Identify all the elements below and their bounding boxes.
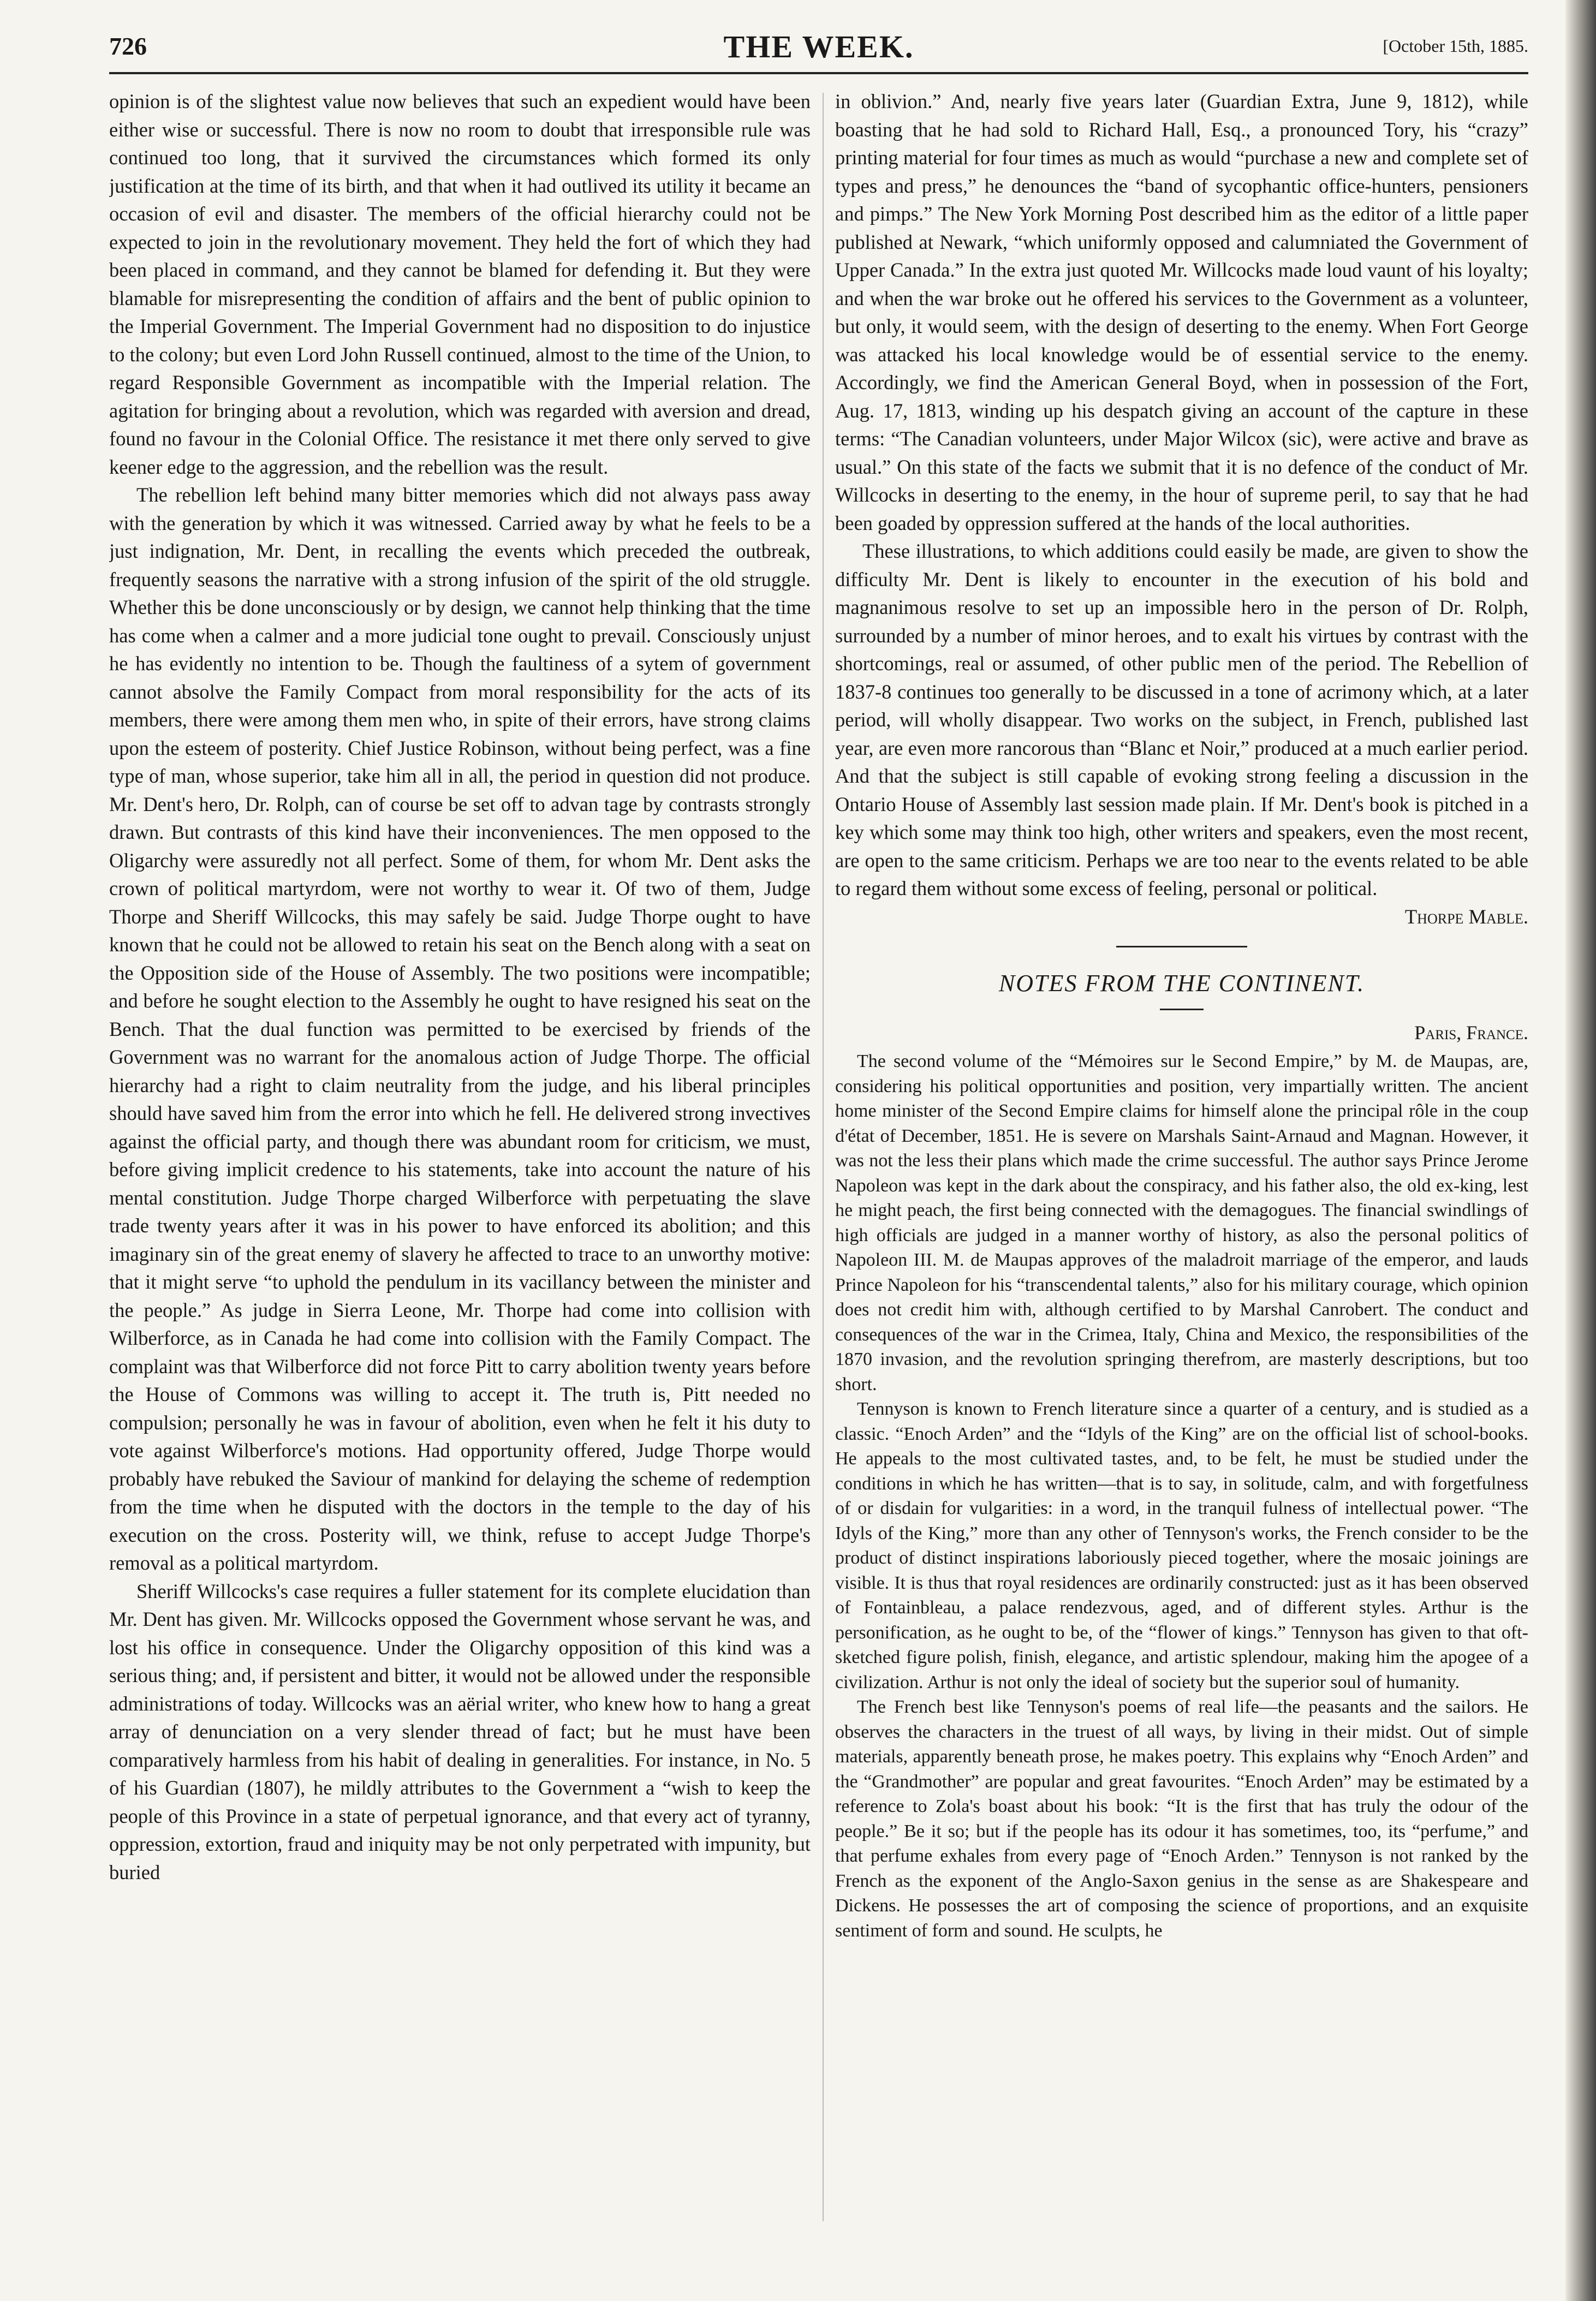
header-rule — [109, 72, 1528, 74]
paragraph: The second volume of the “Mémoires sur le Second Empire,” by M. de Maupas, are, considering his political opportunities and position, very impartially written. The ancient home minister of the Second Empire claims for himself alone the principal rôle in the coup d'état of December, 1851. He is severe on Marshals Saint-Arnaud and Magnan. However, it was not the less their plans which made the crime successful. The author says Prince Jerome Napoleon was kept in the dark about the conspiracy, and his father also, the old ex-king, lest he might peach, the first being connected with the demagogues. The financial swindlings of high officials are judged in a manner worthy of history, as also the personal politics of Napoleon III. M. de Maupas approves of the maladroit marriage of the emperor, and lauds Prince Napoleon for his “transcendental talents,” also for his military courage, which opinion does not credit him with, although certified to by Marshal Canrobert. The conduct and consequences of the war in the Crimea, Italy, China and Mexico, the responsibilities of the 1870 invasion, and the revolution springing therefrom, are masterly descriptions, but too short. — [835, 1051, 1528, 1394]
author-signature: Thorpe Mable. — [1404, 905, 1528, 928]
paragraph: These illustrations, to which additions could easily be made, are given to show the difficulty Mr. Dent is likely to encounter in the execution of his bold and magnanimous resolve to set up an impossible hero in the person of Dr. Rolph, surrounded by a number of minor heroes, and to exalt his virtues by contrast with the shortcomings, real or assumed, of other public men of the period. The Rebellion of 1837-8 continues too generally to be discussed in a tone of acrimony which, at a later period, will wholly disappear. Two works on the subject, in French, published last year, are even more rancorous than “Blanc et Noir,” produced at a much earlier period. And that the subject is still capable of evoking strong feeling a discussion in the Ontario House of Assembly last session made plain. If Mr. Dent's book is pitched in a key which some may think too high, other writers and speakers, even the most recent, are open to the same criticism. Perhaps we are too near to the events related to be able to regard them without some excess of feeling, personal or political. — [835, 540, 1528, 899]
column-divider — [823, 93, 824, 2221]
section-title: NOTES FROM THE CONTINENT. — [998, 970, 1365, 997]
paragraph: Sheriff Willcocks's case requires a fuller statement for its complete elucidation than Mr. Dent has given. Mr. Willcocks opposed the Government whose servant he was, and lost his office in consequence. Under the Oligarchy opposition of this kind was a serious thing; and, if persistent and bitter, it would not be allowed under the responsible administrations of today. Willcocks was an aërial writer, who knew how to hang a great array of denunciation on a very slender thread of fact; but he must have been comparatively harmless from his habit of dealing in generalities. For instance, in No. 5 of his Guardian (1807), he mildly attributes to the Government a “wish to keep the people of this Province in a state of perpetual ignorance, and that every act of tyranny, oppression, extortion, fraud and iniquity may be not only perpetrated with impunity, but buried — [109, 1579, 811, 1883]
continent-notes — [835, 1049, 1528, 1943]
page-number: 726 — [109, 32, 147, 60]
section-rule — [1116, 946, 1247, 947]
dateline: Paris, France. — [1414, 1021, 1528, 1044]
left-column — [109, 87, 811, 2227]
paragraph: opinion is of the slightest value now believes that such an expedient would have been either wise or successful. There is now no room to doubt that irresponsible rule was continued too long, that it survived the circumstances which formed its only justification at the time of its birth, and that when it had outlived its utility it became an occasion of evil and disaster. The members of the official hierarchy could not be expected to join in the revolutionary movement. They held the fort of which they had been placed in command, and they cannot be blamed for defending it. But they were blamable for misrepresenting the condition of affairs and the bent of public opinion to the Imperial Government. The Imperial Government had no disposition to do injustice to the colony; but even Lord John Russell continued, almost to the time of the Union, to regard Responsible Government as incompatible with the Imperial relation. The agitation for bringing about a revolution, which was regarded with aversion and dread, found no favour in the Colonial Office. The resistance it met there only served to give keener edge to the aggression, and the rebellion was the result. — [109, 90, 811, 478]
page-header — [109, 26, 1528, 70]
journal-title: THE WEEK. — [723, 29, 914, 64]
paragraph: The French best like Tennyson's poems of real life—the peasants and the sailors. He observes the characters in the truest of all ways, by living in their midst. Out of simple materials, apparently beneath prose, he makes poetry. This explains why “Enoch Arden” and the “Grandmother” are popular and great favourites. “Enoch Arden” may be estimated by a reference to Zola's boast about his book: “It is the first that has truly the odour of the people.” Be it so; but if the people has its odour it has sometimes, too, its “perfume,” and that perfume exhales from every page of “Enoch Arden.” Tennyson is not ranked by the French as the exponent of the Anglo-Saxon genius in the sense as are Shakespeare and Dickens. He possesses the art of composing the science of proportions, and an exquisite sentiment of form and sound. He sculpts, he — [835, 1697, 1528, 1941]
title-rule — [1160, 1009, 1204, 1010]
paragraph: in oblivion.” And, nearly five years later (Guardian Extra, June 9, 1812), while boasting that he had sold to Richard Hall, Esq., a pronounced Tory, his “crazy” printing material for four times as much as would “purchase a new and complete set of types and press,” he denounces the “band of sycophantic office-hunters, pensioners and pimps.” The New York Morning Post described him as the editor of a little paper published at Newark, “which uniformly opposed and calumniated the Government of Upper Canada.” In the extra just quoted Mr. Willcocks made loud vaunt of his loyalty; and when the war broke out he offered his services to the Government as a volunteer, but only, it would seem, with the design of deserting to the enemy. When Fort George was attacked his local knowledge would be of essential service to the enemy. Accordingly, we find the American General Boyd, when in possession of the Fort, Aug. 17, 1813, winding up his despatch giving an account of the capture in these terms: “The Canadian volunteers, under Major Wilcox (sic), were active and brave as usual.” On this state of the facts we submit that it is no defence of the conduct of Mr. Willcocks in deserting to the enemy, in the hour of supreme peril, to say that he had been goaded by oppression suffered at the hands of the local authorities. — [835, 90, 1528, 534]
paragraph: Tennyson is known to French literature since a quarter of a century, and is studied as a classic. “Enoch Arden” and the “Idyls of the King” are on the official list of school-books. He appeals to the most cultivated tastes, and, to be felt, he must be studied under the conditions in which he has written—that is to say, in solitude, calm, and with forgetfulness of or disdain for vulgarities: in a word, in the tranquil fulness of intellectual power. “The Idyls of the King,” more than any other of Tennyson's works, the French consider to be the product of distinct inspirations laboriously pieced together, where the mosaic joinings are visible. It is thus that royal residences are ordinarily constructed: just as it has been observed of Fontainbleau, a palace rendezvous, aged, and of different styles. Arthur is the personification, as he ought to be, of the “flower of kings.” Tennyson has given to that oft-sketched figure polish, finish, elegance, and artistic splendour, making him the apogee of a civilization. Arthur is not only the ideal of society but the superior soul of humanity. — [835, 1399, 1528, 1692]
issue-date: [October 15th, 1885. — [1383, 36, 1528, 56]
page-spine-shadow — [1565, 0, 1596, 2301]
paragraph: The rebellion left behind many bitter memories which did not always pass away with the generation by which it was witnessed. Carried away by what he feels to be a just indignation, Mr. Dent, in recalling the events which preceded the outbreak, frequently seasons the narrative with a strong infusion of the spirit of the old struggle. Whether this be done unconsciously or by design, we cannot help thinking that the time has come when a calmer and a more judicial tone ought to prevail. Consciously unjust he has evidently no intention to be. Though the faultiness of a sytem of government cannot absolve the Family Compact from moral responsibility for the acts of its members, there were among them men who, in spite of their errors, have strong claims upon the esteem of posterity. Chief Justice Robinson, without being perfect, was a fine type of man, whose superior, take him all in all, the period in question did not produce. Mr. Dent's hero, Dr. Rolph, can of course be set off to advan tage by contrasts strongly drawn. But contrasts of this kind have their inconveniences. The men opposed to the Oligarchy were assuredly not all perfect. Some of them, for whom Mr. Dent asks the crown of political martyrdom, were not worthy to wear it. Of two of them, Judge Thorpe and Sheriff Willcocks, this may safely be said. Judge Thorpe ought to have known that he could not be allowed to retain his seat on the Bench along with a seat on the Opposition side of the House of Assembly. The two positions were incompatible; and before he sought election to the Assembly he ought to have resigned his seat on the Bench. That the dual function was permitted to be exercised by friends of the Government was no warrant for the anomalous action of Judge Thorpe. The official hierarchy had a right to claim neutrality from the judge, and his liberal principles should have saved him from the error into which he fell. He delivered strong invectives against the official party, and though there was abundant room for criticism, we must, before giving implicit credence to his statements, take into account the nature of his mental constitution. Judge Thorpe charged Wilberforce with perpetuating the slave trade twenty years after it was in his power to have enforced its abolition; and this imaginary sin of the great enemy of slavery he affected to trace to an unworthy motive: that it might serve “to uphold the pendulum in its vacillancy between the minister and the people.” As judge in Sierra Leone, Mr. Thorpe had come into collision with Wilberforce, as in Canada he had come into collision with the Family Compact. The complaint was that Wilberforce did not force Pitt to carry abolition twenty years before the House of Commons was willing to accept it. The truth is, Pitt needed no compulsion; personally he was in favour of abolition, even when he felt it his duty to vote against Wilberforce's motions. Had opportunity offered, Judge Thorpe would probably have rebuked the Saviour of mankind for delaying the scheme of redemption from the time when he disputed with the doctors in the temple to the day of his execution on the cross. Posterity will, we think, refuse to accept Judge Thorpe's removal as a political martyrdom. — [109, 484, 811, 1574]
right-column — [835, 87, 1528, 2227]
